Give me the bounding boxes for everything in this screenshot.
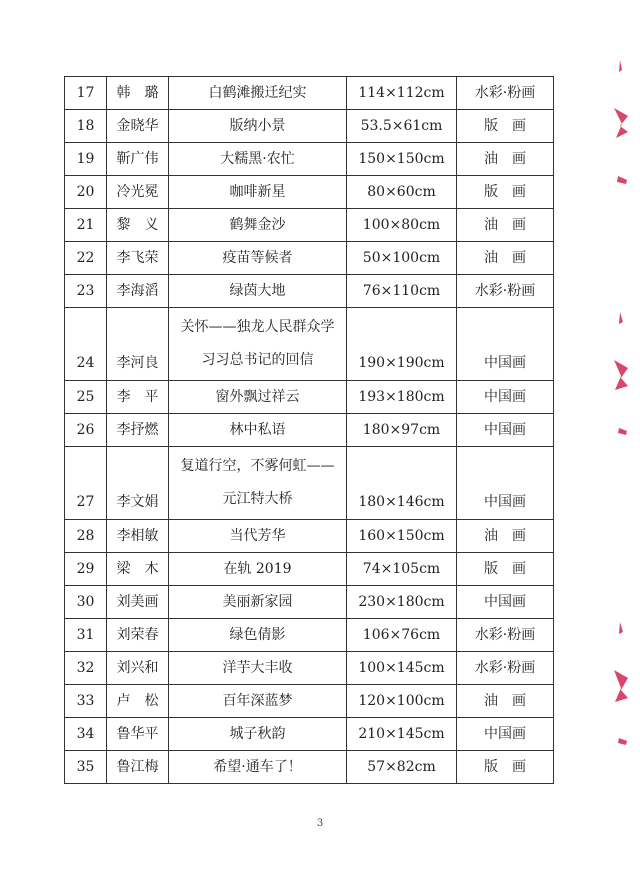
artwork-size: 106×76cm (347, 619, 457, 652)
table-row (65, 652, 554, 685)
artwork-size: 100×145cm (347, 652, 457, 685)
artwork-size: 53.5×61cm (347, 110, 457, 143)
artwork-title: 城子秋韵 (169, 718, 347, 751)
table-row (65, 381, 554, 414)
artist-name: 靳广伟 (107, 143, 169, 176)
row-number: 22 (65, 242, 107, 275)
artwork-size: 180×97cm (347, 414, 457, 447)
artist-name: 韩 璐 (107, 77, 169, 110)
artwork-medium: 水彩·粉画 (457, 275, 554, 308)
artist-name: 李相敏 (107, 520, 169, 553)
artwork-medium: 中国画 (457, 308, 554, 381)
artwork-size: 114×112cm (347, 77, 457, 110)
artwork-medium: 水彩·粉画 (457, 77, 554, 110)
artist-name: 李海滔 (107, 275, 169, 308)
artwork-title: 洋芋大丰收 (169, 652, 347, 685)
table-row (65, 586, 554, 619)
artwork-medium: 油 画 (457, 242, 554, 275)
table-row (65, 718, 554, 751)
row-number: 29 (65, 553, 107, 586)
table-row (65, 414, 554, 447)
artwork-title: 咖啡新星 (169, 176, 347, 209)
artwork-title: 绿色倩影 (169, 619, 347, 652)
artwork-size: 74×105cm (347, 553, 457, 586)
row-number: 31 (65, 619, 107, 652)
artwork-medium: 中国画 (457, 414, 554, 447)
row-number: 18 (65, 110, 107, 143)
artwork-title: 疫苗等候者 (169, 242, 347, 275)
artwork-size: 120×100cm (347, 685, 457, 718)
artwork-title: 林中私语 (169, 414, 347, 447)
artwork-title: 版纳小景 (169, 110, 347, 143)
table-row (65, 447, 554, 520)
artwork-title: 当代芳华 (169, 520, 347, 553)
artwork-size: 76×110cm (347, 275, 457, 308)
artist-name: 李抒燃 (107, 414, 169, 447)
table-row (65, 685, 554, 718)
row-number: 30 (65, 586, 107, 619)
artwork-title: 绿茵大地 (169, 275, 347, 308)
artwork-size: 100×80cm (347, 209, 457, 242)
artwork-medium: 水彩·粉画 (457, 619, 554, 652)
artwork-size: 150×150cm (347, 143, 457, 176)
artwork-medium: 版 画 (457, 751, 554, 784)
artist-name: 刘美画 (107, 586, 169, 619)
row-number: 27 (65, 447, 107, 520)
row-number: 32 (65, 652, 107, 685)
row-number: 19 (65, 143, 107, 176)
table-row (65, 275, 554, 308)
table-row (65, 242, 554, 275)
row-number: 34 (65, 718, 107, 751)
row-number: 23 (65, 275, 107, 308)
table-row (65, 520, 554, 553)
artwork-title: 希望·通车了！ (169, 751, 347, 784)
artist-name: 冷光冕 (107, 176, 169, 209)
artwork-title: 复道行空，不雾何虹——元江特大桥 (169, 447, 347, 520)
row-number: 33 (65, 685, 107, 718)
artist-name: 卢 松 (107, 685, 169, 718)
artwork-medium: 版 画 (457, 553, 554, 586)
artwork-title: 美丽新家园 (169, 586, 347, 619)
artist-name: 金晓华 (107, 110, 169, 143)
artwork-title: 关怀——独龙人民群众学习习总书记的回信 (169, 308, 347, 381)
artist-name: 刘兴和 (107, 652, 169, 685)
artwork-medium: 油 画 (457, 143, 554, 176)
artwork-medium: 版 画 (457, 110, 554, 143)
artwork-title: 窗外飘过祥云 (169, 381, 347, 414)
table-row (65, 751, 554, 784)
artwork-medium: 中国画 (457, 447, 554, 520)
artwork-medium: 中国画 (457, 381, 554, 414)
artwork-size: 180×146cm (347, 447, 457, 520)
artist-name: 黎 义 (107, 209, 169, 242)
artwork-size: 190×190cm (347, 308, 457, 381)
row-number: 24 (65, 308, 107, 381)
row-number: 21 (65, 209, 107, 242)
artist-name: 李文娟 (107, 447, 169, 520)
row-number: 28 (65, 520, 107, 553)
artwork-medium: 油 画 (457, 685, 554, 718)
artist-name: 刘荣春 (107, 619, 169, 652)
artwork-title: 白鹤滩搬迁纪实 (169, 77, 347, 110)
exhibition-roster-table (64, 76, 554, 784)
row-number: 26 (65, 414, 107, 447)
artwork-medium: 油 画 (457, 209, 554, 242)
row-number: 17 (65, 77, 107, 110)
artwork-title: 大糯黑·农忙 (169, 143, 347, 176)
table-row (65, 77, 554, 110)
artwork-size: 57×82cm (347, 751, 457, 784)
seal-fragment-icon (608, 308, 630, 438)
row-number: 25 (65, 381, 107, 414)
artwork-medium: 中国画 (457, 586, 554, 619)
artist-name: 梁 木 (107, 553, 169, 586)
seal-fragment-icon (608, 618, 630, 748)
artwork-size: 210×145cm (347, 718, 457, 751)
page-number: 3 (316, 818, 324, 829)
table-row (65, 619, 554, 652)
artist-name: 鲁江梅 (107, 751, 169, 784)
artwork-medium: 中国画 (457, 718, 554, 751)
artwork-size: 160×150cm (347, 520, 457, 553)
seal-fragment-icon (608, 58, 630, 188)
table-row (65, 176, 554, 209)
artwork-size: 50×100cm (347, 242, 457, 275)
artist-name: 鲁华平 (107, 718, 169, 751)
artist-name: 李飞荣 (107, 242, 169, 275)
artwork-medium: 水彩·粉画 (457, 652, 554, 685)
artwork-size: 80×60cm (347, 176, 457, 209)
artwork-medium: 油 画 (457, 520, 554, 553)
artwork-title: 鹤舞金沙 (169, 209, 347, 242)
table-row (65, 209, 554, 242)
row-number: 35 (65, 751, 107, 784)
artwork-size: 230×180cm (347, 586, 457, 619)
artist-name: 李 平 (107, 381, 169, 414)
artwork-size: 193×180cm (347, 381, 457, 414)
table-row (65, 553, 554, 586)
table-row (65, 143, 554, 176)
table-row (65, 110, 554, 143)
artwork-title: 在轨 2019 (169, 553, 347, 586)
artist-name: 李河良 (107, 308, 169, 381)
table-row (65, 308, 554, 381)
artwork-medium: 版 画 (457, 176, 554, 209)
artwork-title: 百年深蓝梦 (169, 685, 347, 718)
row-number: 20 (65, 176, 107, 209)
